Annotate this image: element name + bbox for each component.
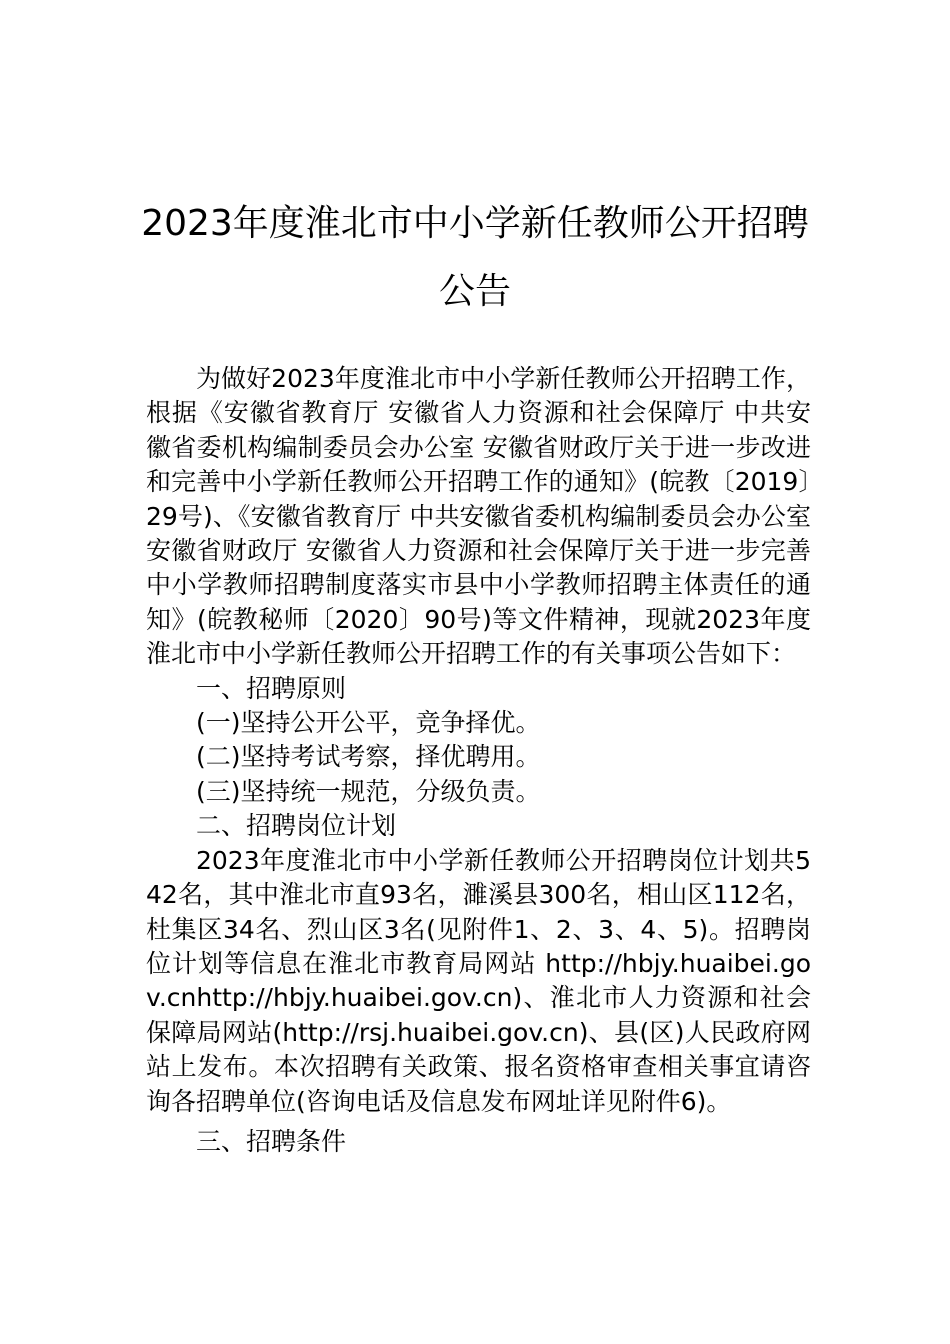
principle-item-3: (三)坚持统一规范，分级负责。 xyxy=(196,776,541,806)
intro-paragraph: 为做好2023年度淮北市中小学新任教师公开招聘工作，根据《安徽省教育厅 安徽省人力资源和社会保障厅 中共安徽省委机构编制委员会办公室 安徽省财政厅关于进一步改进和完善中小学新任教师公开招聘工作的通知》(皖教〔2019〕29号)、《安徽省教育厅 中共安徽省委机构编制委员会办公室 安徽省财政厅 安徽省人力资源和社会保障厅关于进一步完善中小学教师招聘制度落实市县中小学教师招聘主体责任的通知》(皖教秘师〔2020〕90号)等文件精神，现就2023年度淮北市中小学新任教师公开招聘工作的有关事项公告如下： xyxy=(146,364,811,669)
section-heading-positions: 二、招聘岗位计划 xyxy=(196,811,397,841)
document-body xyxy=(146,362,811,1159)
positions-paragraph: 2023年度淮北市中小学新任教师公开招聘岗位计划共542名，其中淮北市直93名，濉溪县300名，相山区112名，杜集区34名、烈山区3名(见附件1、2、3、4、5)。招聘岗位计划等信息在淮北市教育局网站 http://hbjy.huaibei.gov.cnhttp://hbjy.huaibei.gov.cn)、淮北市人力资源和社会保障局网站(http://rsj.huaibei.gov.cn)、县(区)人民政府网站上发布。本次招聘有关政策、报名资格审查相关事宜请咨询各招聘单位(咨询电话及信息发布网址详见附件6)。 xyxy=(146,845,811,1116)
section-heading-principles: 一、招聘原则 xyxy=(196,673,347,703)
principle-item-2: (二)坚持考试考察，择优聘用。 xyxy=(196,742,541,772)
section-heading-conditions: 三、招聘条件 xyxy=(196,1126,347,1156)
document-title-line-2: 公告 xyxy=(438,271,511,312)
principle-item-1: (一)坚持公开公平，竞争择优。 xyxy=(196,708,541,738)
document-title-line-1: 2023年度淮北市中小学新任教师公开招聘 xyxy=(141,203,809,244)
